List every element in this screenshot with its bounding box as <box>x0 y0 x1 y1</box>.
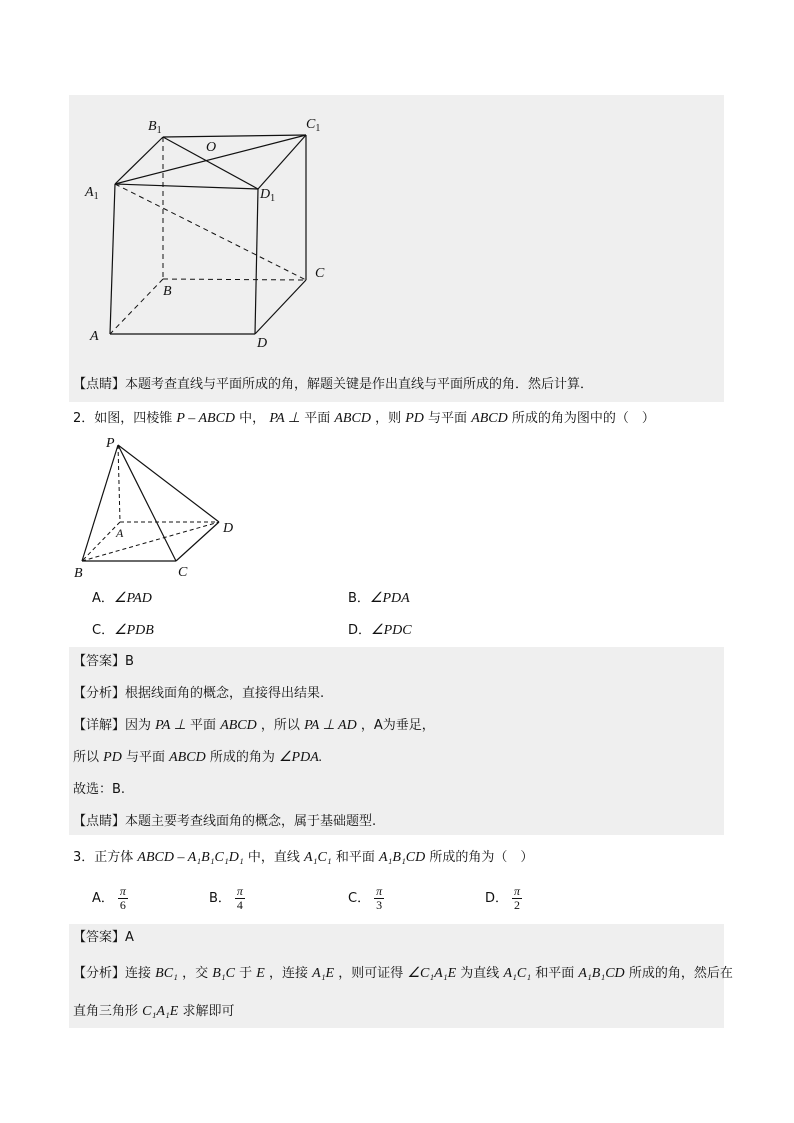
q2-detail-text-c: ，所以 <box>260 718 300 733</box>
q2-expr-pd: PD <box>405 411 424 426</box>
q3-expr-cube: ABCD – A₁B₁C₁D₁ <box>137 850 244 865</box>
q3-option-c-num: π <box>376 884 383 898</box>
edge-d1-d <box>255 189 258 334</box>
label-d: D <box>257 336 268 351</box>
pyr-label-c: C <box>178 565 188 580</box>
q3-analysis-text-d: ，连接 <box>268 966 308 981</box>
q2-stem-text-d: ，则 <box>375 411 402 426</box>
q3-analysis-expr-5: ∠C₁A₁E <box>407 966 457 981</box>
q2-line2-expr-2: ABCD <box>169 750 206 765</box>
q2-option-d-value: ∠PDC <box>371 623 412 638</box>
q2-choose: 故选：B. <box>73 782 126 797</box>
q3-option-a-label: A． <box>92 891 114 906</box>
q2-stem-text-c: 平面 <box>304 411 331 426</box>
q3-stem-text-d: 所成的角为（ ） <box>429 850 534 865</box>
edge-p-c <box>118 445 176 561</box>
label-b1: $B_1$ <box>148 119 162 136</box>
q2-expr-pa-perp: PA ⊥ <box>269 411 301 426</box>
edge-p-d <box>118 445 219 522</box>
q3-analysis-expr-4: A₁E <box>312 966 335 981</box>
q2-option-c-value: ∠PDB <box>114 623 154 638</box>
q2-option-c-label: C． <box>92 623 115 638</box>
q3-analysis-text-f: 为直线 <box>460 966 500 981</box>
q3-analysis-text-e: ，则可证得 <box>338 966 404 981</box>
label-d1: $D_1$ <box>260 187 276 204</box>
q3-option-b <box>209 885 245 912</box>
label-c1: $C_1$ <box>306 117 321 134</box>
q2-stem-text-b: 中， <box>239 411 266 426</box>
q3-analysis2-text-b: 求解即可 <box>182 1004 235 1019</box>
q2-option-b <box>348 590 410 608</box>
q3-option-d-fraction <box>512 885 522 912</box>
q3-stem-text-b: 中，直线 <box>247 850 300 865</box>
q3-analysis <box>73 965 733 983</box>
q3-option-a-den: 6 <box>119 898 126 912</box>
q3-analysis-line2 <box>73 1003 235 1021</box>
q3-stem <box>73 849 533 867</box>
edge-c-d <box>255 280 306 334</box>
pyr-label-p: P <box>106 436 115 451</box>
q3-analysis-text-g: 和平面 <box>535 966 575 981</box>
q2-stem-text-f: 所成的角为图中的（ ） <box>511 411 655 426</box>
q3-option-b-num: π <box>236 884 243 898</box>
pyramid-figure <box>70 432 240 582</box>
q2-stem-text-a: 2．如图，四棱锥 <box>73 411 173 426</box>
q3-option-b-den: 4 <box>236 898 243 912</box>
q3-analysis-text-a: 【分析】连接 <box>73 966 152 981</box>
q3-option-d-label: D． <box>485 891 509 906</box>
q3-analysis-expr-2: B₁C <box>212 966 235 981</box>
q3-option-c-fraction <box>374 885 384 912</box>
q3-stem-text-a: 3．正方体 <box>73 850 134 865</box>
q3-expr-line: A₁C₁ <box>304 850 332 865</box>
q2-option-c <box>92 622 154 640</box>
q3-option-c <box>348 885 384 912</box>
q3-stem-text-c: 和平面 <box>335 850 375 865</box>
q2-option-b-label: B． <box>348 591 370 606</box>
q3-answer: 【答案】A <box>73 930 134 945</box>
q2-expr-plane: ABCD <box>334 411 371 426</box>
q3-expr-plane: A₁B₁CD <box>378 850 426 865</box>
q3-analysis-text-c: 于 <box>239 966 253 981</box>
q3-option-b-label: B． <box>209 891 231 906</box>
hidden-diag-b-d <box>82 522 219 561</box>
cube-figure <box>80 108 340 353</box>
q3-analysis-text-h: 所成的角，然后在 <box>628 966 733 981</box>
q2-answer: 【答案】B <box>73 654 134 669</box>
q3-analysis2-expr: C₁A₁E <box>142 1004 179 1019</box>
q2-stem <box>73 410 655 428</box>
q2-detail-text-a: 【详解】因为 <box>73 718 152 733</box>
q3-option-c-den: 3 <box>376 898 383 912</box>
q2-detail-expr-1: PA ⊥ <box>155 718 186 733</box>
label-c: C <box>315 266 325 281</box>
q1-comment: 【点睛】本题考查直线与平面所成的角，解题关键是作出直线与平面所成的角．然后计算． <box>73 377 594 392</box>
edge-b1-c1 <box>163 135 306 137</box>
q2-detail-expr-3: PA ⊥ AD <box>304 718 357 733</box>
q2-stem-text-e: 与平面 <box>428 411 468 426</box>
q2-option-a-value: ∠PAD <box>113 591 152 606</box>
q2-line2-text-b: 与平面 <box>125 750 165 765</box>
q2-line2-text-c: 所成的角为 <box>209 750 275 765</box>
q3-option-b-fraction <box>235 885 245 912</box>
pyr-label-a: A <box>116 526 124 540</box>
label-a1: $A_1$ <box>85 185 99 202</box>
q3-analysis-expr-3: E <box>256 966 265 981</box>
edge-a1-b1 <box>115 137 163 184</box>
q3-analysis-expr-7: A₁B₁CD <box>578 966 625 981</box>
q2-option-b-value: ∠PDA <box>369 591 410 606</box>
hidden-edge-b-a <box>110 279 163 334</box>
q2-detail-line2 <box>73 749 322 767</box>
q3-analysis-text-b: ，交 <box>182 966 209 981</box>
q2-option-a-label: A． <box>92 591 114 606</box>
edge-a1-a <box>110 184 115 334</box>
q3-option-a-fraction <box>118 885 128 912</box>
edge-p-b <box>82 445 118 561</box>
q2-comment: 【点睛】本题主要考查线面角的概念，属于基础题型. <box>73 814 377 829</box>
q2-detail-text-d: ，A为垂足， <box>360 718 435 733</box>
label-o: O <box>206 140 217 155</box>
q2-expr-pyramid: P – ABCD <box>176 411 236 426</box>
label-b: B <box>163 284 172 299</box>
q2-solution-block <box>69 647 724 835</box>
q2-line2-expr-3: ∠PDA. <box>278 750 323 765</box>
q3-analysis-expr-6: A₁C₁ <box>503 966 532 981</box>
q2-line2-text-a: 所以 <box>73 750 100 765</box>
q3-option-a <box>92 885 128 912</box>
pyr-label-b: B <box>74 566 83 581</box>
q3-option-a-num: π <box>119 884 126 898</box>
hidden-edge-p-a <box>118 445 120 522</box>
q3-analysis-expr-1: BC₁ <box>155 966 178 981</box>
q2-detail-text-b: 平面 <box>190 718 217 733</box>
q2-option-d-label: D． <box>348 623 372 638</box>
edge-d1-a1 <box>115 184 258 189</box>
q3-option-c-label: C． <box>348 891 371 906</box>
q2-detail-expr-2: ABCD <box>220 718 257 733</box>
q3-option-d-den: 2 <box>514 898 521 912</box>
q3-option-d <box>485 885 522 912</box>
q2-option-a <box>92 590 152 608</box>
q2-line2-expr-1: PD <box>103 750 122 765</box>
pyr-label-d: D <box>223 521 234 536</box>
q2-option-d <box>348 622 412 640</box>
q2-expr-plane-2: ABCD <box>471 411 508 426</box>
q2-analysis: 【分析】根据线面角的概念，直接得出结果. <box>73 686 325 701</box>
q3-option-d-num: π <box>514 884 521 898</box>
hidden-diag-a1-c <box>115 184 306 280</box>
hidden-edge-b-c <box>163 279 306 280</box>
edge-c1-d1 <box>258 135 306 189</box>
q2-detail <box>73 717 435 735</box>
label-a: A <box>90 329 99 344</box>
q3-analysis2-text-a: 直角三角形 <box>73 1004 139 1019</box>
